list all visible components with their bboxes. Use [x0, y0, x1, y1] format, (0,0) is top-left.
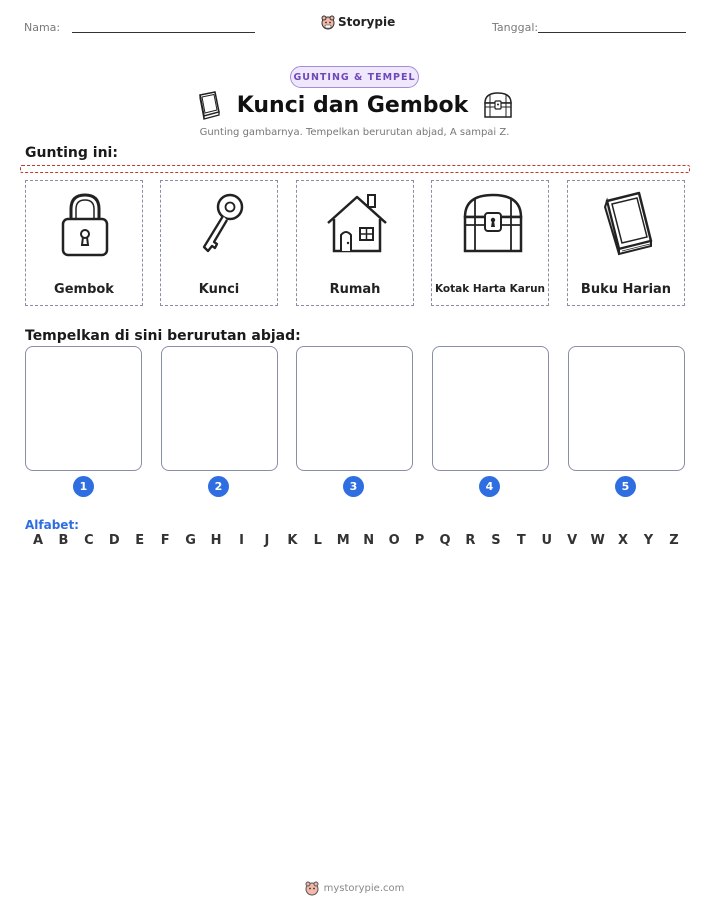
cut-card-diary[interactable] — [567, 180, 685, 306]
page-title: Kunci dan Gembok — [236, 92, 469, 118]
alphabet-letter: V — [567, 533, 578, 548]
padlock-icon — [55, 189, 115, 259]
card-label: Kunci — [198, 282, 240, 297]
date-label: Tanggal: — [492, 21, 539, 34]
footer — [0, 880, 709, 896]
storypie-mascot-icon — [321, 14, 335, 30]
cut-card-treasure-chest[interactable] — [431, 180, 549, 306]
alphabet-letter: N — [363, 533, 375, 548]
instructions: Gunting gambarnya. Tempelkan berurutan abjad, A sampai Z. — [199, 127, 510, 138]
alphabet-letter: C — [84, 533, 94, 548]
title-row — [0, 90, 709, 120]
paste-box-1[interactable] — [25, 346, 142, 471]
alphabet-letter: U — [541, 533, 553, 548]
date-line — [538, 32, 686, 33]
house-icon — [326, 189, 388, 259]
cut-card-house[interactable] — [296, 180, 414, 306]
cut-card-key[interactable] — [160, 180, 278, 306]
slot-number-badge: 4 — [479, 476, 500, 497]
alphabet-letter: B — [58, 533, 69, 548]
name-label: Nama: — [24, 21, 61, 34]
alphabet-label: Alfabet: — [25, 518, 79, 532]
name-line — [72, 32, 255, 33]
footer-url: mystorypie.com — [323, 882, 405, 894]
alphabet-letter: P — [414, 533, 425, 548]
slot-number-badge: 1 — [73, 476, 94, 497]
treasure-chest-icon — [461, 189, 525, 259]
alphabet-letter: A — [32, 533, 44, 548]
slot-number-badge: 5 — [615, 476, 636, 497]
alphabet-letter: S — [491, 533, 501, 548]
alphabet-row — [30, 533, 682, 548]
activity-tag: GUNTING & TEMPEL — [290, 66, 419, 88]
paste-box-2[interactable] — [161, 346, 278, 471]
alphabet-letter: W — [590, 533, 605, 548]
alphabet-letter: G — [185, 533, 196, 548]
storypie-mascot-icon — [305, 880, 319, 896]
alphabet-letter: J — [264, 533, 270, 548]
cut-card-padlock[interactable] — [25, 180, 143, 306]
alphabet-letter: Z — [669, 533, 679, 548]
card-label: Buku Harian — [580, 282, 672, 297]
key-icon — [190, 189, 250, 259]
alphabet-letter: L — [313, 533, 322, 548]
card-label: Gembok — [54, 282, 114, 297]
diary-icon — [597, 189, 657, 259]
alphabet-letter: Y — [643, 533, 654, 548]
alphabet-letter: O — [388, 533, 400, 548]
treasure-chest-icon — [482, 91, 514, 119]
paste-section-label: Tempelkan di sini berurutan abjad: — [25, 328, 301, 344]
alphabet-letter: Q — [439, 533, 451, 548]
card-label: Kotak Harta Karun — [434, 283, 546, 295]
card-label: Rumah — [329, 282, 381, 297]
brand-name: Storypie — [338, 15, 396, 29]
cut-line — [20, 165, 690, 173]
paste-box-4[interactable] — [432, 346, 549, 471]
brand-logo — [321, 14, 395, 30]
alphabet-letter: H — [210, 533, 222, 548]
diary-icon — [195, 90, 223, 120]
paste-box-3[interactable] — [296, 346, 413, 471]
alphabet-letter: I — [239, 533, 244, 548]
paste-box-5[interactable] — [568, 346, 685, 471]
cut-section-label: Gunting ini: — [25, 145, 118, 161]
alphabet-letter: X — [618, 533, 629, 548]
alphabet-letter: R — [465, 533, 476, 548]
alphabet-letter: E — [135, 533, 145, 548]
alphabet-letter: D — [108, 533, 120, 548]
slot-number-badge: 2 — [208, 476, 229, 497]
alphabet-letter: F — [160, 533, 170, 548]
alphabet-letter: M — [336, 533, 350, 548]
slot-number-badge: 3 — [343, 476, 364, 497]
worksheet-header — [24, 14, 686, 38]
alphabet-letter: K — [287, 533, 298, 548]
alphabet-letter: T — [516, 533, 526, 548]
